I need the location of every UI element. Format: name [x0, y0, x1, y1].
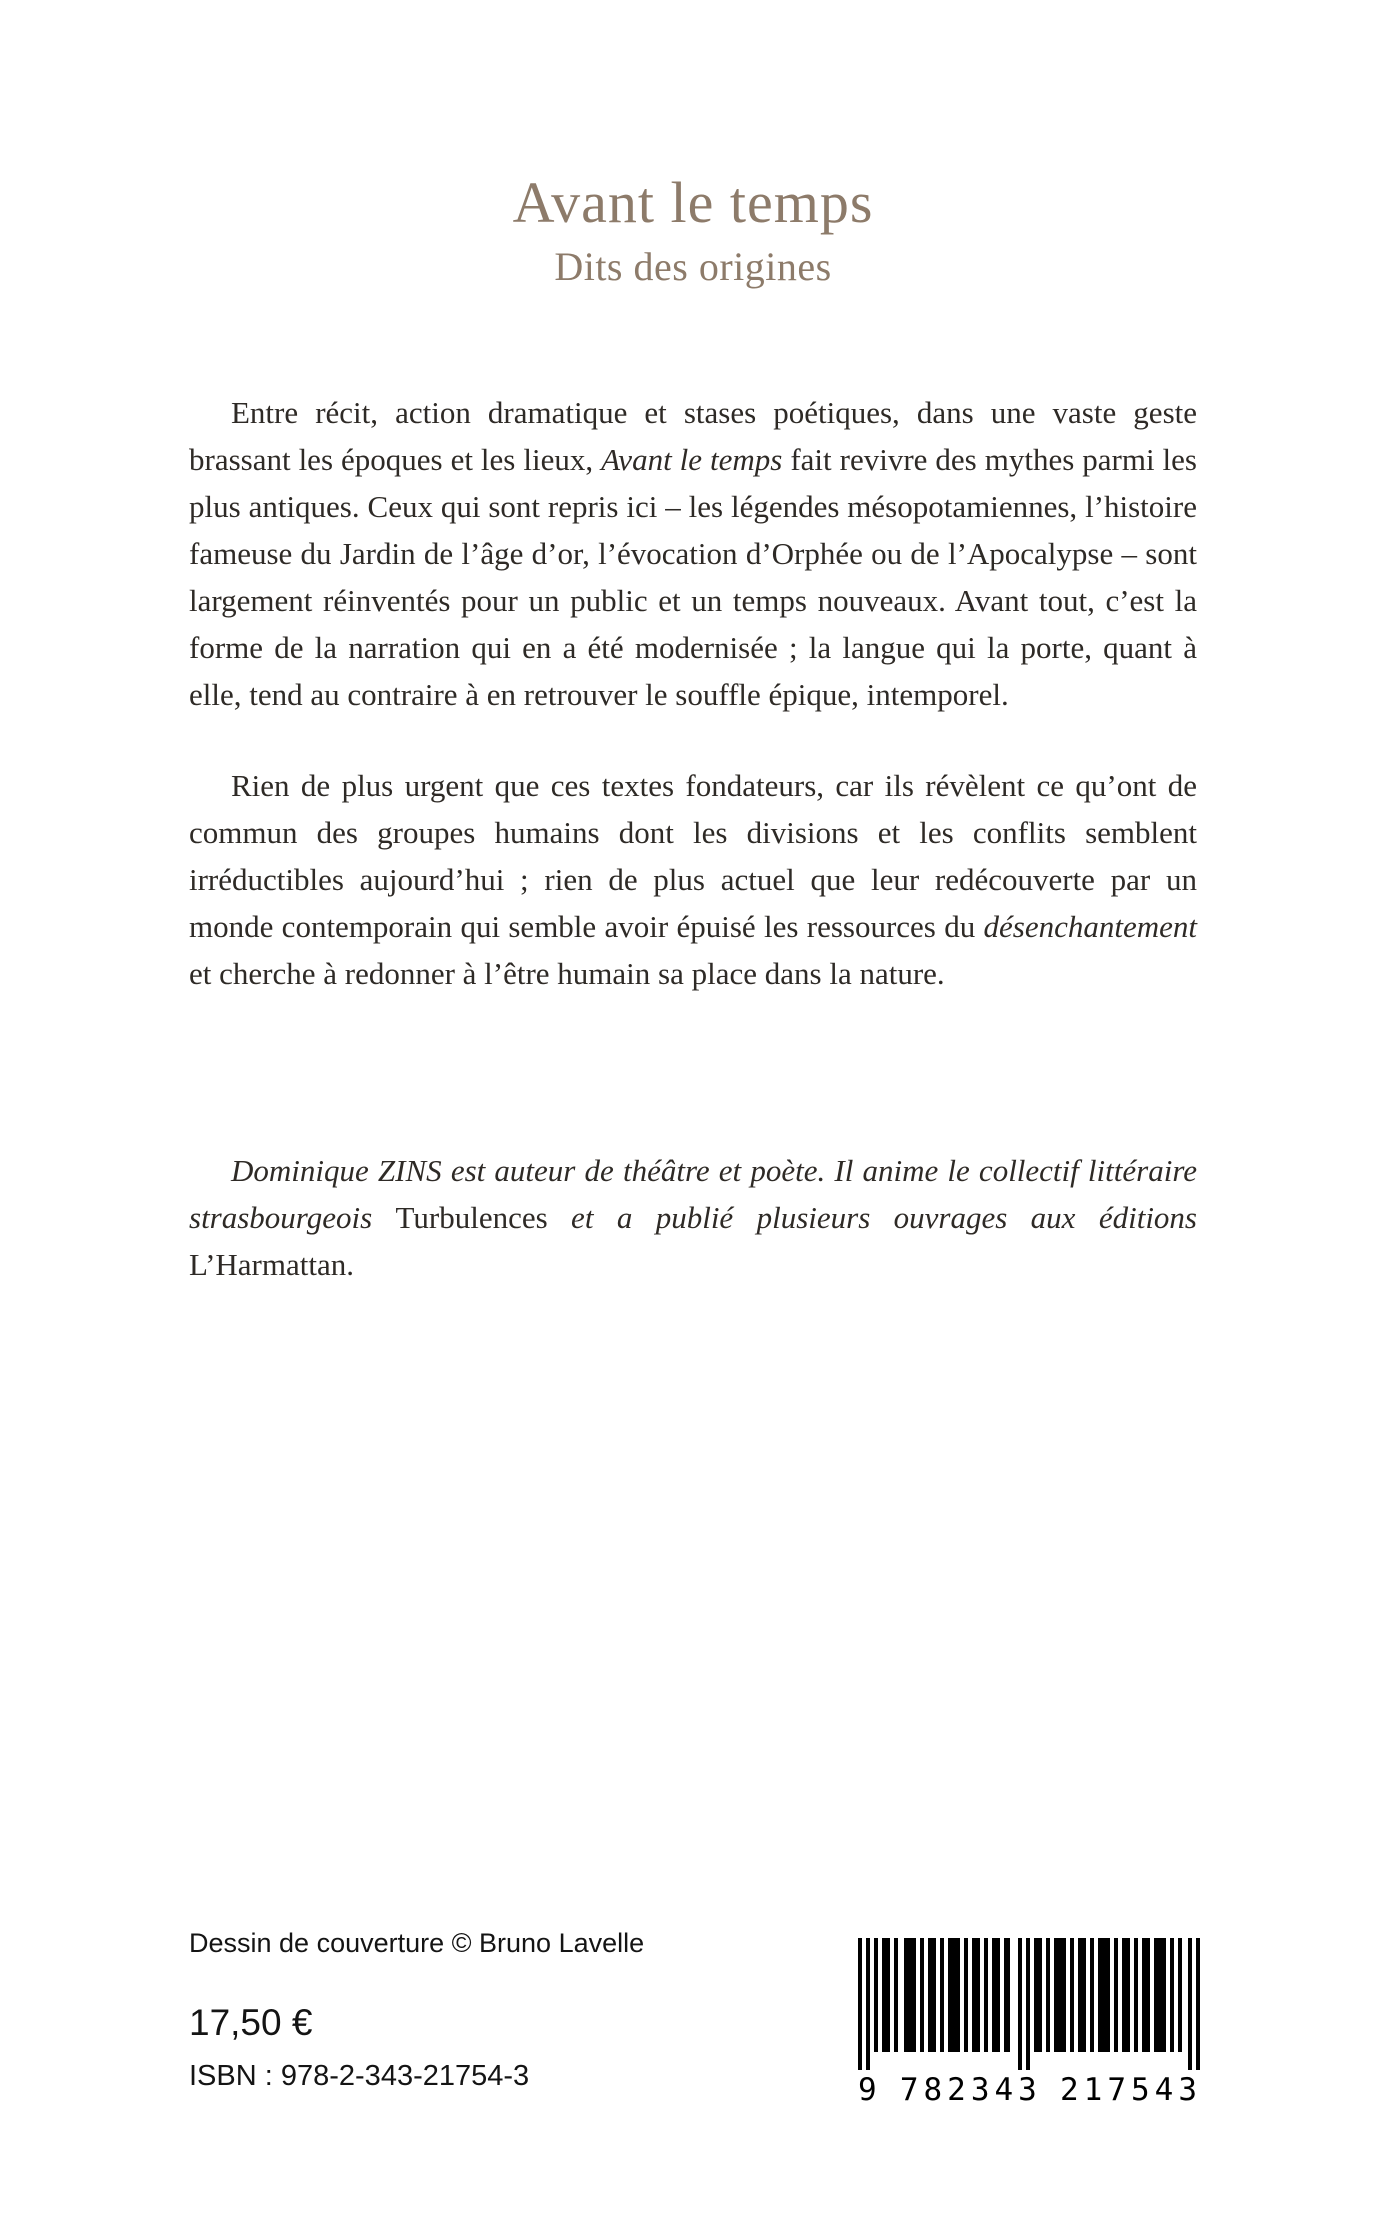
barcode-digit-first: 9 [858, 2072, 882, 2108]
barcode-bars-graphic [858, 1938, 1202, 2070]
book-title: Avant le temps [512, 170, 874, 235]
author-bio: Dominique ZINS est auteur de théâtre et poète. Il anime le collectif littéraire strasbourgeois Turbulences et a publié plusieurs ouvrages aux éditions L’Harmattan. [189, 1152, 1197, 1282]
synopsis-paragraph-1: Entre récit, action dramatique et stases poétiques, dans une vaste geste brassant les époques et les lieux, Avant le temps fait revivre des mythes parmi les plus antiques. Ceux qui sont repris ici – les légendes mésopotamiennes, l’histoire fameuse du Jardin de l’âge d’or, l’évocation d’Orphée ou de l’Apocalypse – sont largement réinventés pour un public et un temps nouveaux. Avant tout, c’est la forme de la narration qui en a été modernisée ; la langue qui la porte, quant à elle, tend au contraire à en retrouver le souffle épique, intemporel. [189, 394, 1197, 712]
barcode-number [858, 2072, 1202, 2108]
barcode [858, 1938, 1202, 2108]
isbn: ISBN : 978-2-343-21754-3 [189, 2060, 530, 2092]
synopsis-paragraph-2: Rien de plus urgent que ces textes fondateurs, car ils révèlent ce qu’ont de commun des groupes humains dont les divisions et les conflits semblent irréductibles aujourd’hui ; rien de plus actuel que leur redécouverte par un monde contemporain qui semble avoir épuisé les ressources du désenchantement et cherche à redonner à l’être humain sa place dans la nature. [189, 767, 1197, 991]
cover-credit: Dessin de couverture © Bruno Lavelle [189, 1928, 645, 1958]
price: 17,50 € [189, 2002, 313, 2043]
barcode-group-1: 782343 [899, 2072, 1042, 2108]
text-column [189, 170, 1197, 1319]
barcode-group-2: 217543 [1060, 2072, 1202, 2108]
book-subtitle: Dits des origines [554, 243, 832, 289]
